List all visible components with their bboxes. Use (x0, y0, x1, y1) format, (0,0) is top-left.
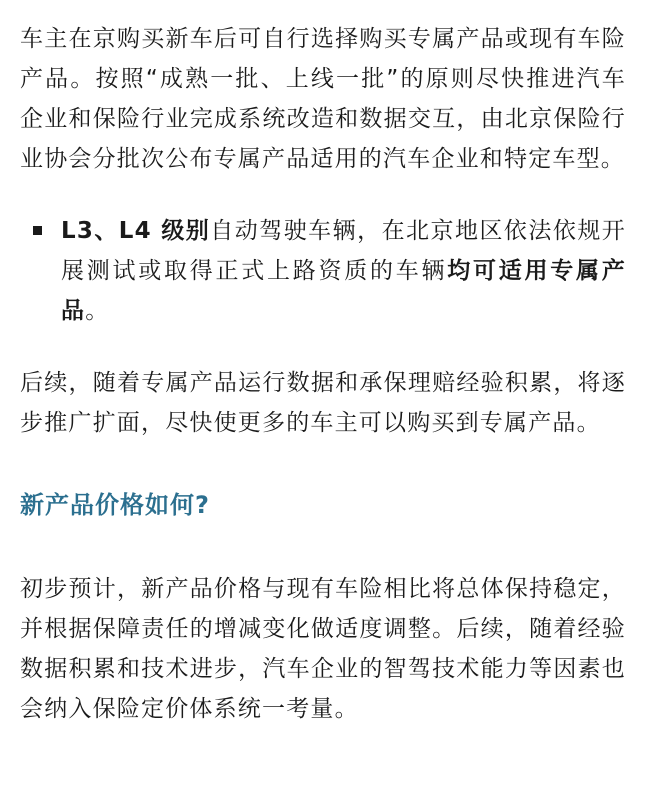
bullet-tail-bold: 均可适用专属产品 (61, 258, 626, 324)
square-bullet-icon (33, 226, 42, 235)
bullet-list (20, 211, 626, 331)
bullet-lead-bold: L3、L4 级别 (61, 218, 211, 244)
bullet-mid-text: 自动驾驶车辆，在北京地区依法依规开展测试或取得正式上路资质的车辆 (61, 218, 626, 284)
bullet-end: 。 (85, 298, 110, 324)
paragraph-future-expansion: 后续，随着专属产品运行数据和承保理赔经验积累，将逐步推广扩面，尽快使更多的车主可以购买到专属产品。 (20, 370, 626, 436)
section-heading-pricing: 新产品价格如何? (20, 491, 210, 519)
bullet-item-autonomous-vehicles (20, 211, 626, 331)
paragraph-purchase-options: 车主在京购买新车后可自行选择购买专属产品或现有车险产品。按照“成熟一批、上线一批”的原则尽快推进汽车企业和保险行业完成系统改造和数据交互，由北京保险行业协会分批次公布专属产品适用的汽车企业和特定车型。 (20, 26, 626, 172)
paragraph-pricing: 初步预计，新产品价格与现有车险相比将总体保持稳定，并根据保障责任的增减变化做适度调整。后续，随着经验数据积累和技术进步，汽车企业的智驾技术能力等因素也会纳入保险定价体系统一考量。 (20, 576, 626, 722)
